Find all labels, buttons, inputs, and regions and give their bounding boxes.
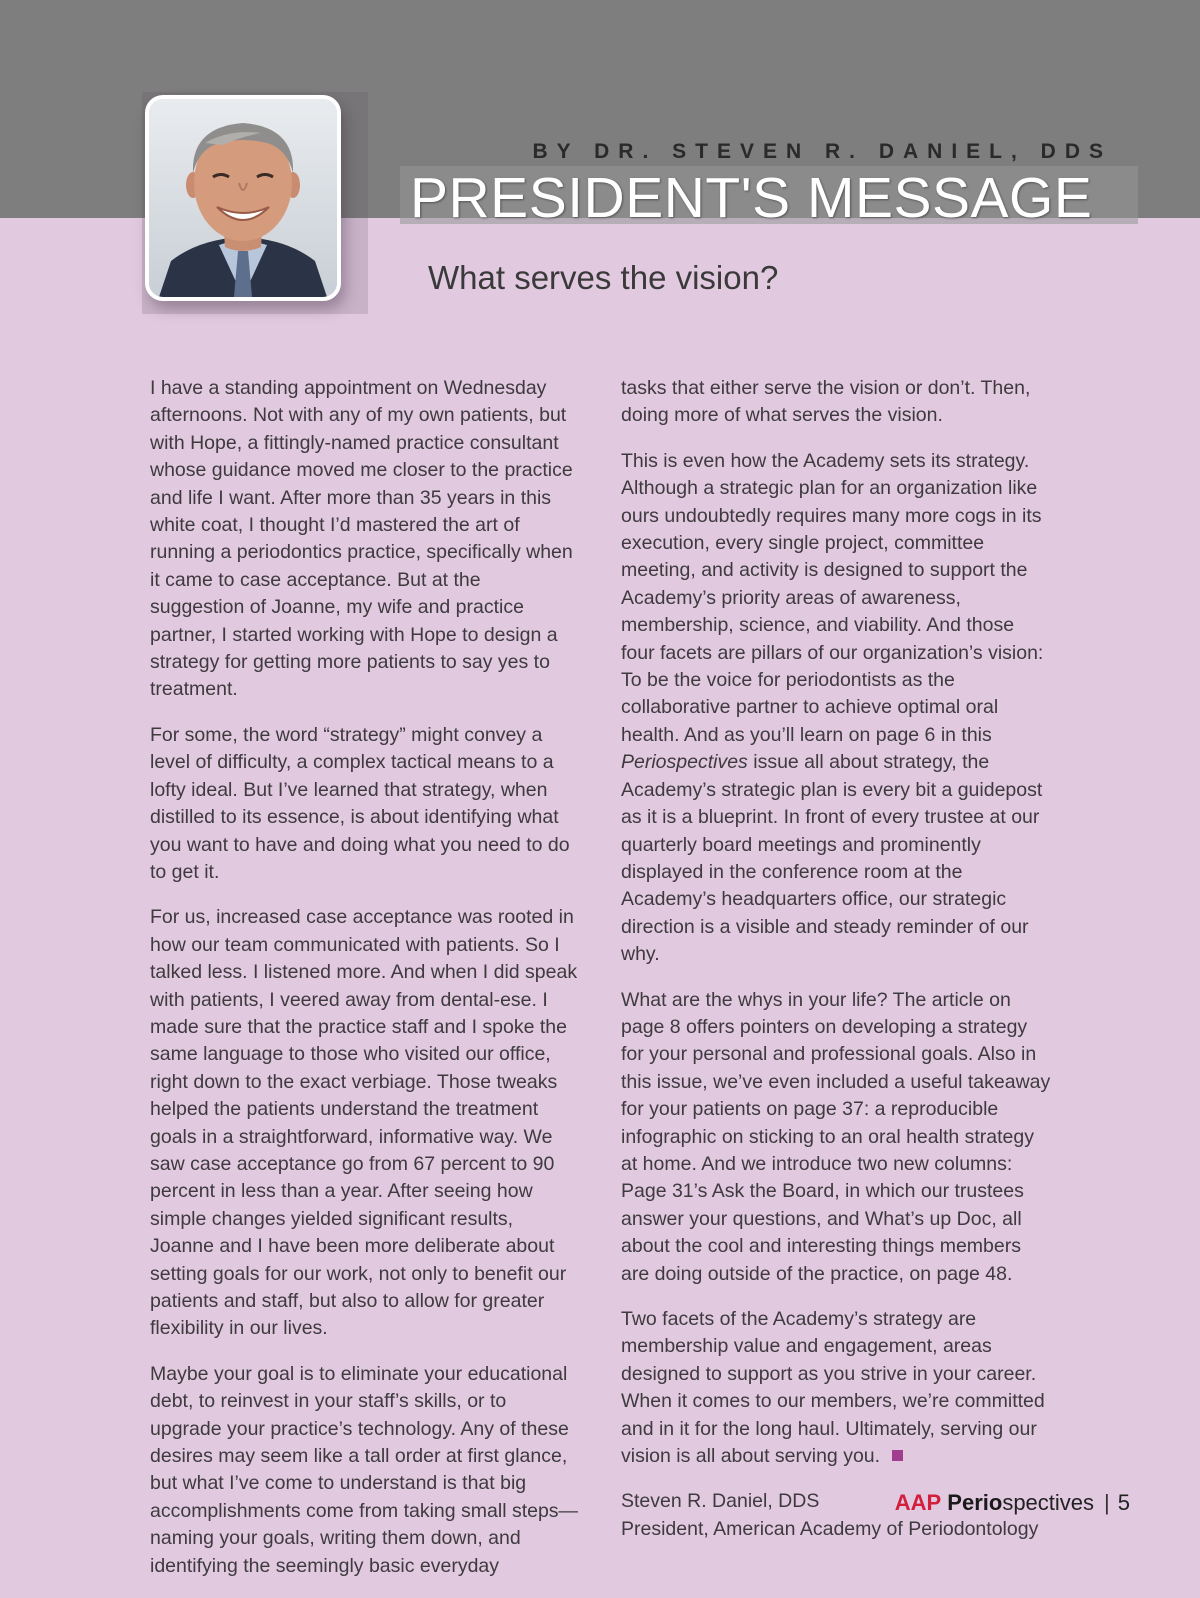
paragraph-text: This is even how the Academy sets its strategy. Although a strategic plan for an organization like ours undoubtedly requires many more cogs in its execution, every single project, committee meeting, and activity is designed to support the Academy’s priority areas of awareness, membership, science, and viability. And those four facets are pillars of our organization’s vision: To be the voice for periodontists as the collaborative partner to achieve optimal oral health. And as you’ll learn on page 6 in this bbox=[621, 449, 1044, 746]
footer-separator: | bbox=[1104, 1490, 1110, 1515]
page-number: 5 bbox=[1117, 1490, 1130, 1515]
magazine-name-italic: Periospectives bbox=[621, 751, 748, 774]
end-of-article-square-icon bbox=[892, 1450, 903, 1461]
article-paragraph: I have a standing appointment on Wednesday afternoons. Not with any of my own patients, but with Hope, a fittingly-named practice consultant whose guidance moved me closer to the practice and life I want. After more than 35 years in this white coat, I thought I’d mastered the art of running a periodontics practice, specifically when it came to case acceptance. But at the suggestion of Joanne, my wife and practice partner, I started working with Hope to design a strategy for getting more patients to say yes to treatment. bbox=[150, 377, 573, 701]
article-paragraph: What are the whys in your life? The article on page 8 offers pointers on developing a strategy for your personal and professional goals. Also in this issue, we’ve even included a useful takeaway for your patients on page 37: a reproducible infographic on sticking to an oral health strategy at home. And we introduce two new columns: Page 31’s Ask the Board, in which our trustees answer your questions, and What’s up Doc, all about the cool and interesting things members are doing outside of the practice, on page 48. bbox=[621, 988, 1051, 1285]
article-column-left bbox=[150, 375, 580, 1598]
magazine-name-bold: Perio bbox=[947, 1490, 1003, 1515]
article-paragraph: For some, the word “strategy” might convey a level of difficulty, a complex tactical means to a lofty ideal. But I’ve learned that strategy, when distilled to its essence, is about identifying what you want to have and doing what you need to do to get it. bbox=[150, 723, 570, 883]
byline: BY DR. STEVEN R. DANIEL, DDS bbox=[532, 140, 1112, 163]
magazine-name-rest: spectives bbox=[1002, 1490, 1095, 1515]
article-paragraph: For us, increased case acceptance was rooted in how our team communicated with patients. So I talked less. I listened more. And when I did speak with patients, I veered away from dental-ese. I made sure that the practice staff and I spoke the same language to those who visited our office, right down to the exact verbiage. Those tweaks helped the patients understand the treatment goals in a straightforward, informative way. We saw case acceptance go from 67 percent to 90 percent in less than a year. After seeing how simple changes yielded significant results, Joanne and I have been more deliberate about setting goals for our work, not only to benefit our patients and staff, but also to allow for greater flexibility in our lives. bbox=[150, 906, 578, 1340]
article-paragraph bbox=[621, 448, 1053, 969]
brand-name: AAP bbox=[894, 1490, 942, 1515]
paragraph-text: Two facets of the Academy’s strategy are membership value and engagement, areas designed to support as you strive in your career. When it comes to our members, we’re committed and in it for the long haul. Ultimately, serving our vision is all about serving you. bbox=[621, 1308, 1045, 1468]
article-paragraph: Maybe your goal is to eliminate your educational debt, to reinvest in your staff’s skills, or to upgrade your practice’s technology. Any of these desires may seem like a tall order at first glance, but what I’ve come to understand is that big accomplishments come from taking small steps—naming your goals, writing them down, and identifying the seemingly basic everyday bbox=[150, 1362, 579, 1577]
portrait-photo bbox=[149, 99, 337, 297]
signature-title: President, American Academy of Periodontology bbox=[621, 1517, 1039, 1540]
article-paragraph bbox=[621, 1306, 1053, 1470]
page-subtitle: What serves the vision? bbox=[428, 259, 779, 296]
paragraph-text: issue all about strategy, the Academy’s strategic plan is every bit a guidepost as it is a blueprint. In front of every trustee at our quarterly board meetings and prominently displayed in the conference room at the Academy’s headquarters office, our strategic direction is a visible and steady reminder of our why. bbox=[621, 751, 1043, 966]
article-column-right bbox=[621, 375, 1053, 1561]
signature-name: Steven R. Daniel, DDS bbox=[621, 1490, 820, 1513]
page-title: PRESIDENT'S MESSAGE bbox=[410, 166, 1093, 230]
article-paragraph: tasks that either serve the vision or don’t. Then, doing more of what serves the vision. bbox=[621, 377, 1031, 427]
page-footer bbox=[895, 1490, 1130, 1516]
author-photo bbox=[145, 95, 341, 301]
